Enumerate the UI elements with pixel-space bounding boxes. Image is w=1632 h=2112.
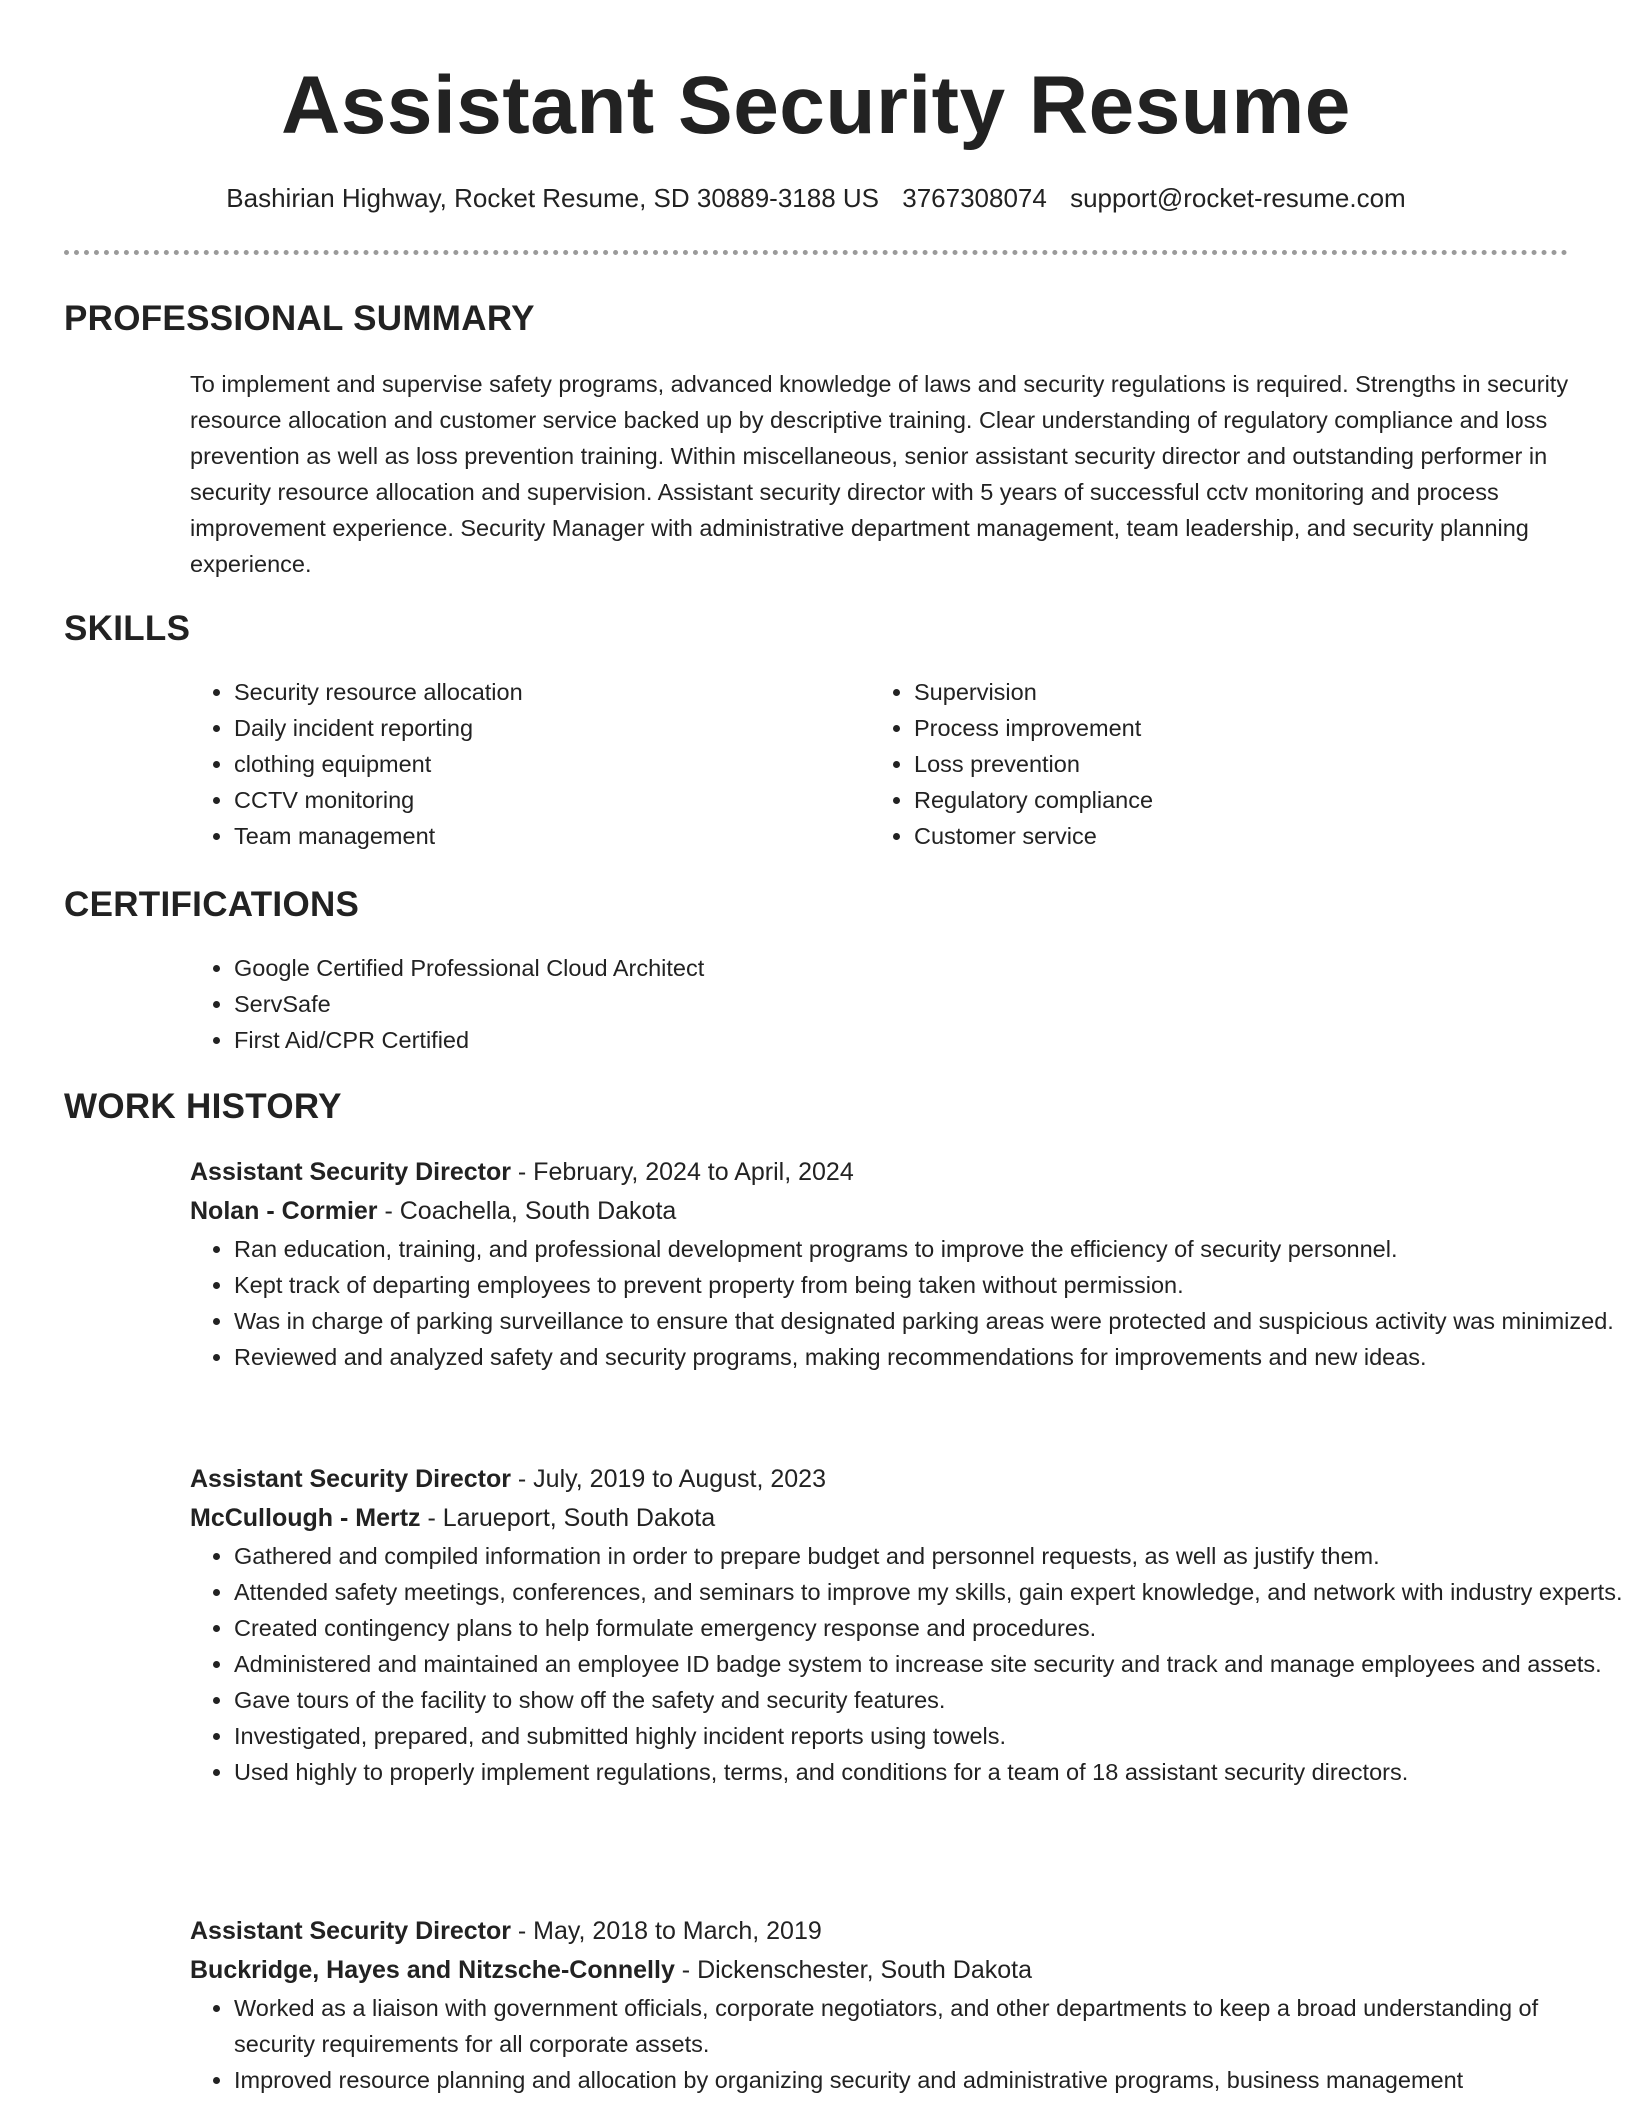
job-bullet: • Used highly to properly implement regulations, terms, and conditions for a team of 18 assistant security directors. <box>234 1754 1624 1790</box>
job-entry <box>190 1912 1624 2098</box>
section-title-summary: PROFESSIONAL SUMMARY <box>64 299 535 338</box>
job-entry <box>190 1460 1624 1790</box>
job-bullet: • Administered and maintained an employee ID badge system to increase site security and track and manage employees and assets. <box>234 1646 1624 1682</box>
job-company: Buckridge, Hayes and Nitzsche-Connelly <box>190 1956 675 1984</box>
job-bullet: • Gathered and compiled information in order to prepare budget and personnel requests, as well as justify them. <box>234 1538 1624 1574</box>
job-company-line <box>190 1951 1624 1990</box>
job-title-line <box>190 1912 1624 1951</box>
job-location: - Dickenschester, South Dakota <box>674 1956 1032 1984</box>
skill-item: • Regulatory compliance <box>914 782 1490 818</box>
certification-item: • ServSafe <box>234 986 1624 1022</box>
section-title-work-history: WORK HISTORY <box>64 1087 342 1126</box>
job-title: Assistant Security Director <box>190 1158 511 1186</box>
skill-item: • Customer service <box>914 818 1490 854</box>
job-bullet: • Created contingency plans to help formulate emergency response and procedures. <box>234 1610 1624 1646</box>
job-title-line <box>190 1460 1624 1499</box>
job-bullet: • Worked as a liaison with government officials, corporate negotiators, and other departments to keep a broad understanding of security requirements for all corporate assets. <box>234 1990 1624 2062</box>
job-location: - Coachella, South Dakota <box>377 1197 677 1225</box>
job-bullet: • Improved resource planning and allocation by organizing security and administrative programs, business management <box>234 2062 1624 2098</box>
job-title: Assistant Security Director <box>190 1465 511 1493</box>
resume-title: Assistant Security Resume <box>281 60 1351 151</box>
job-dates: - July, 2019 to August, 2023 <box>510 1465 826 1493</box>
skill-item: • Daily incident reporting <box>234 710 810 746</box>
job-bullet: • Gave tours of the facility to show off the safety and security features. <box>234 1682 1624 1718</box>
section-title-certifications: CERTIFICATIONS <box>64 885 360 924</box>
skill-item: • clothing equipment <box>234 746 810 782</box>
job-company-line <box>190 1192 1624 1231</box>
section-title-skills: SKILLS <box>64 609 191 648</box>
job-company: McCullough - Mertz <box>190 1504 421 1532</box>
job-company-line <box>190 1499 1624 1538</box>
job-bullet: • Reviewed and analyzed safety and security programs, making recommendations for improvements and new ideas. <box>234 1339 1624 1375</box>
skill-item: • Supervision <box>914 674 1490 710</box>
job-dates: - February, 2024 to April, 2024 <box>510 1158 854 1186</box>
job-location: - Larueport, South Dakota <box>420 1504 716 1532</box>
skill-item: • CCTV monitoring <box>234 782 810 818</box>
certification-item: • Google Certified Professional Cloud Architect <box>234 950 1624 986</box>
skill-item: • Security resource allocation <box>234 674 810 710</box>
job-bullet: • Investigated, prepared, and submitted highly incident reports using towels. <box>234 1718 1624 1754</box>
job-bullet: • Was in charge of parking surveillance to ensure that designated parking areas were protected and suspicious activity was minimized. <box>234 1303 1624 1339</box>
job-bullet: • Kept track of departing employees to prevent property from being taken without permission. <box>234 1267 1624 1303</box>
summary-text: To implement and supervise safety programs, advanced knowledge of laws and security regulations is required. Strengths in security resource allocation and customer service backed up by descriptive training. Clear understanding of regulatory compliance and loss prevention as well as loss prevention training. Within miscellaneous, senior assistant security director and outstanding performer in security resource allocation and supervision. Assistant security director with 5 years of successful cctv monitoring and process improvement experience. Security Manager with administrative department management, team leadership, and security planning experience. <box>190 371 1569 577</box>
skill-item: • Process improvement <box>914 710 1490 746</box>
job-company: Nolan - Cormier <box>190 1197 378 1225</box>
contact-email: support@rocket-resume.com <box>1070 183 1406 213</box>
job-dates: - May, 2018 to March, 2019 <box>510 1917 822 1945</box>
skill-item: • Loss prevention <box>914 746 1490 782</box>
skills-left-column <box>190 674 810 854</box>
job-title-line <box>190 1153 1624 1192</box>
certification-item: • First Aid/CPR Certified <box>234 1022 1624 1058</box>
skill-item: • Team management <box>234 818 810 854</box>
skills-right-column <box>870 674 1490 854</box>
contact-line <box>64 182 1568 214</box>
certifications-list <box>190 950 1624 1058</box>
job-bullet: • Ran education, training, and professional development programs to improve the efficiency of security personnel. <box>234 1231 1624 1267</box>
header-divider <box>64 250 1568 255</box>
job-title: Assistant Security Director <box>190 1917 511 1945</box>
job-entry <box>190 1153 1624 1375</box>
job-bullet: • Attended safety meetings, conferences, and seminars to improve my skills, gain expert knowledge, and network with industry experts. <box>234 1574 1624 1610</box>
contact-phone: 3767308074 <box>902 183 1047 213</box>
contact-address: Bashirian Highway, Rocket Resume, SD 30889-3188 US <box>226 183 880 213</box>
